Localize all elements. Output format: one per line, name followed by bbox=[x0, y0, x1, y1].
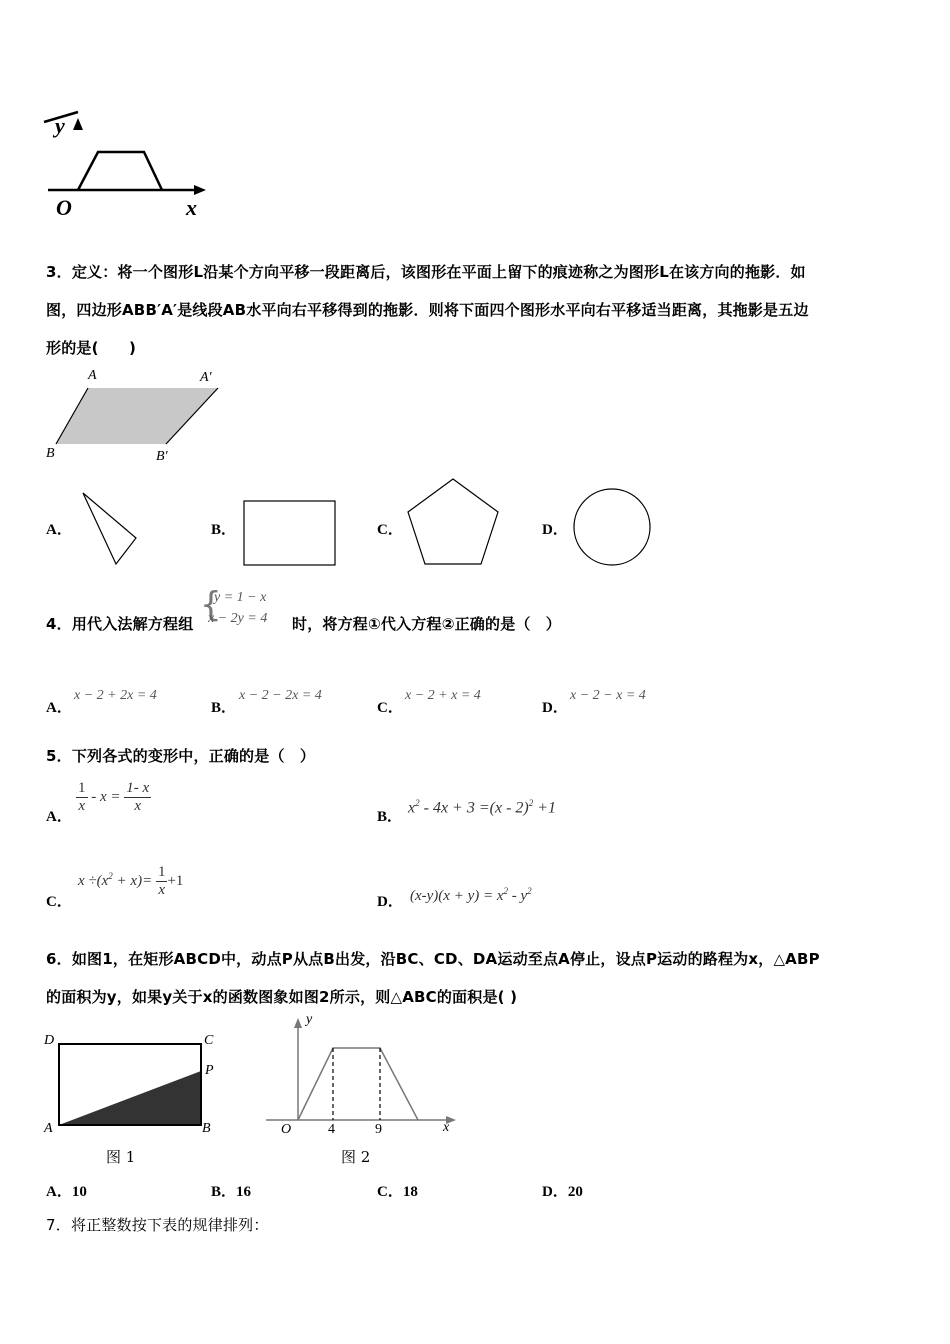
q5-C-lhs2: + x)= bbox=[112, 872, 153, 889]
q4-option-D-letter[interactable]: D． bbox=[542, 700, 568, 716]
q6-option-C-value: 18 bbox=[402, 1184, 418, 1200]
q5-stem: 5．下列各式的变形中，正确的是（ ） bbox=[46, 747, 316, 765]
q5-option-D-expr bbox=[410, 886, 532, 905]
top-graph-y-label: y bbox=[55, 113, 65, 138]
q5-A-mid: - x = bbox=[91, 788, 121, 805]
q4-prefix: 4．用代入法解方程组 bbox=[46, 615, 194, 633]
q4-option-B-letter[interactable]: B． bbox=[211, 700, 237, 716]
q5-D-sup2: 2 bbox=[527, 886, 532, 896]
q6-fig2-O: O bbox=[281, 1122, 292, 1137]
q5-C-frac-num: 1 bbox=[157, 864, 166, 880]
q5-B-sup2: 2 bbox=[528, 798, 534, 808]
q3-option-B-letter[interactable]: B． bbox=[211, 522, 237, 538]
q6-line1: 6．如图1，在矩形ABCD中，动点P从点B出发，沿BC、CD、DA运动至点A停止，设点P运动的路程为x，△ABP bbox=[46, 950, 820, 968]
q4-option-B-expr: x − 2 − 2x = 4 bbox=[239, 688, 322, 703]
q7-stem: 7．将正整数按下表的规律排列： bbox=[46, 1216, 269, 1234]
q6-fig2-caption: 图 2 bbox=[341, 1148, 371, 1166]
q6-option-D-value: 20 bbox=[567, 1184, 583, 1200]
q6-fig2-tick-4: 4 bbox=[328, 1122, 335, 1137]
q5-A-frac2-den: x bbox=[134, 798, 142, 814]
q5-option-A-expr bbox=[76, 780, 151, 815]
q3-label-B: B bbox=[46, 446, 55, 461]
q6-fig2-y: y bbox=[306, 1012, 313, 1027]
q5-B-a: x bbox=[408, 799, 416, 817]
q6-option-D[interactable] bbox=[542, 1180, 583, 1201]
q5-B-b: - 4x + 3 =(x - 2) bbox=[419, 799, 529, 817]
q3-option-B-rectangle bbox=[243, 500, 339, 570]
q4-eq1: y = 1 − x bbox=[214, 590, 267, 605]
q5-option-D-letter[interactable]: D． bbox=[377, 894, 403, 910]
q5-C-lhs: x ÷(x bbox=[78, 872, 109, 889]
q3-line2: 图，四边形ABB′A′是线段AB水平向右平移得到的拖影．则将下面四个图形水平向右平移适当距离，其拖影是五边 bbox=[46, 301, 809, 319]
q6-fig2-x: x bbox=[443, 1120, 450, 1135]
q3-line1: 3．定义：将一个图形L沿某个方向平移一段距离后，该图形在平面上留下的痕迹称之为图形L在该方向的拖影．如 bbox=[46, 263, 806, 281]
q4-option-A-expr: x − 2 + 2x = 4 bbox=[74, 688, 157, 703]
q6-option-B[interactable] bbox=[211, 1180, 251, 1201]
q6-option-A-value: 10 bbox=[71, 1184, 87, 1200]
q5-A-frac2-num: 1- x bbox=[126, 780, 150, 796]
q3-option-C-letter[interactable]: C． bbox=[377, 522, 403, 538]
q5-A-frac1-num: 1 bbox=[78, 780, 86, 796]
q6-option-D-letter: D． bbox=[542, 1184, 568, 1200]
q6-fig1-B: B bbox=[202, 1121, 211, 1136]
q4-eq2: x − 2y = 4 bbox=[208, 611, 268, 626]
q3-option-D-circle bbox=[573, 488, 655, 570]
q6-fig1-C: C bbox=[204, 1033, 214, 1048]
q6-option-C[interactable] bbox=[377, 1180, 418, 1201]
q5-D-lhs: (x-y)(x + y) = x bbox=[410, 888, 504, 904]
q4-option-C-expr: x − 2 + x = 4 bbox=[405, 688, 481, 703]
q5-B-sup1: 2 bbox=[415, 798, 420, 808]
q5-option-C-letter[interactable]: C． bbox=[46, 894, 72, 910]
q5-option-A-letter[interactable]: A． bbox=[46, 809, 72, 825]
q3-label-A: A bbox=[88, 368, 97, 383]
q3-option-A-letter[interactable]: A． bbox=[46, 522, 72, 538]
q5-option-B-letter[interactable]: B． bbox=[377, 809, 403, 825]
q5-C-rhs: +1 bbox=[167, 872, 184, 889]
q4-option-A-letter[interactable]: A． bbox=[46, 700, 72, 716]
q3-label-B-prime: B′ bbox=[156, 449, 168, 464]
q3-option-C-pentagon bbox=[406, 476, 502, 568]
q5-D-sup1: 2 bbox=[503, 886, 509, 896]
q3-label-A-prime: A′ bbox=[200, 370, 212, 385]
q5-C-frac-den: x bbox=[158, 882, 166, 898]
q6-option-B-letter: B． bbox=[211, 1184, 237, 1200]
q5-B-c: +1 bbox=[533, 799, 557, 817]
q6-fig1-A: A bbox=[44, 1121, 53, 1136]
q4-option-C-letter[interactable]: C． bbox=[377, 700, 403, 716]
q5-C-sup: 2 bbox=[108, 870, 113, 881]
q4-suffix: 时，将方程①代入方程②正确的是（ ） bbox=[292, 615, 562, 633]
q6-fig2-tick-9: 9 bbox=[375, 1122, 382, 1137]
q3-option-D-letter[interactable]: D． bbox=[542, 522, 568, 538]
q6-option-C-letter: C． bbox=[377, 1184, 403, 1200]
q4-brace: { bbox=[200, 585, 222, 625]
q6-fig1-D: D bbox=[44, 1033, 55, 1048]
q6-option-B-value: 16 bbox=[236, 1184, 252, 1200]
q3-option-A-triangle bbox=[80, 490, 140, 570]
q6-option-A[interactable] bbox=[46, 1180, 87, 1201]
top-graph-x-label: x bbox=[186, 195, 197, 220]
q5-option-B-expr bbox=[408, 798, 556, 817]
q3-line3: 形的是( ) bbox=[46, 339, 137, 357]
q6-fig1-caption: 图 1 bbox=[106, 1148, 136, 1166]
q5-option-C-expr bbox=[78, 864, 183, 899]
q5-A-frac1-den: x bbox=[78, 798, 86, 814]
q4-option-D-expr: x − 2 − x = 4 bbox=[570, 688, 646, 703]
q6-fig1-P: P bbox=[205, 1063, 214, 1078]
q5-D-mid: - y bbox=[508, 888, 528, 904]
q6-option-A-letter: A． bbox=[46, 1184, 72, 1200]
top-graph-origin-label: O bbox=[56, 195, 72, 220]
q6-line2: 的面积为y，如果y关于x的函数图象如图2所示，则△ABC的面积是( ) bbox=[46, 988, 518, 1006]
